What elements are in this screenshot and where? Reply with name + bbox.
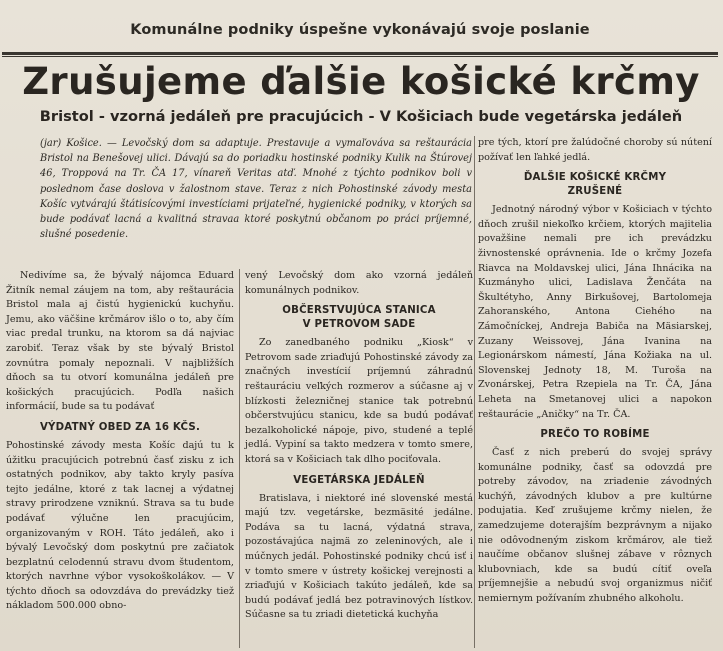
paragraph: pre tých, ktorí pre žalúdočné choroby sú nútení požívať len ľahké jedlá. bbox=[478, 137, 712, 163]
section-heading: VEGETÁRSKA JEDÁLEŇ bbox=[293, 474, 425, 486]
paragraph: Časť z nich preberú do svojej správy komunálne podniky, časť sa odovzdá pre potreby závodov, na zriadenie závodných kuchýň, závodných klubov a pre kultúrne podujatia. Keď zrušujeme krčmy nielen, že zamedzujeme doterajším bezprávnym a nijako nie odôvodneným ziskom krčmárov, ale tiež naučíme občanov slušnej zábave v rôznych klubovniach, kde sa budú cítiť oveľa príjemnejšie a nebudú svoj organizmus ničiť nemiernym požívaním zhubného alkoholu. bbox=[478, 447, 712, 605]
section-heading: PREČO TO ROBÍME bbox=[540, 429, 650, 441]
section-heading-line: ĎALŠIE KOŠICKÉ KRČMY bbox=[523, 172, 667, 184]
paragraph: Bratislava, i niektoré iné slovenské mestá majú tzv. vegetárske, bezmäsité jedálne. Podáva sa tu lacná, výdatná strava, pozostávajúca najmä zo zeleninových, ale i múčnych jedál. Pohostinské podniky chcú isť i v tomto smere v ústrety košickej verejnosti a zriaďujú v Košiciach takúto jedáleň, kde sa budú podávať jedlá bez potravinových lístkov. Súčasne sa tu zriadi dietetická kuchyňa bbox=[245, 492, 473, 621]
headline: Zrušujeme ďalšie košické krčmy bbox=[22, 60, 700, 103]
section-heading-line: OBČERSTVUJÚCA STANICA bbox=[282, 305, 436, 317]
paragraph: Pohostinské závody mesta Košíc dajú tu k úžitku pracujúcich potrebnú časť zisku z ich ostatných podnikov, aby takto kryly pasíva tejto jedálne, ktoré z tak lacnej a výdatnej stravy prirodzene vzniknú. Strava sa tu bude podávať výlučne len pracujúcim, organizovaným v ROH. Táto jedáleň, ako i bývalý Levočský dom poskytnú pre začiatok bezplatnú celodennú stravu dvom študentom, ktorých navrhne výbor vysokoškolákov. — V týchto dňoch sa odovzdáva do prevádzky tiež nákladom 500.000 obno- bbox=[6, 439, 234, 612]
section-heading bbox=[245, 304, 473, 332]
paragraph: Zo zanedbaného podniku „Kiosk“ v Petrovom sade zriaďujú Pohostinské závody za značných investícií príjemnú záhradnú reštauráciu veľkých rozmerov a súčasne aj v blízkosti železničnej stanice tak potrebnú občerstvujúcu stanicu, kde sa budú podávať bezalkoholické nápoje, pivo, studené a teplé jedlá. Vypiní sa takto medzera v tomto smere, ktorá sa v Košiciach tak dlho pociťovala. bbox=[245, 337, 473, 465]
kicker-line: Komunálne podniky úspešne vykonávajú svoje poslanie bbox=[130, 22, 590, 38]
column-divider-right bbox=[474, 136, 475, 648]
column-divider-mid bbox=[239, 269, 240, 648]
section-heading: VÝDATNÝ OBED ZA 16 KČS. bbox=[39, 421, 201, 433]
paragraph: Nedivíme sa, že bývalý nájomca Eduard Žitník nemal záujem na tom, aby reštaurácia Bristol mala aj čistú hygienickú kuchyňu. Jemu, ako väčšine krčmárov išlo o to, aby čím viac predal trunku, na ktorom sa dá najviac zarobiť. Teraz však by ste bývalý Bristol zovnútra pomaly nepoznali. V najbližších dňoch sa tu otvorí komunálna jedáleň pre košických pracujúcich. Podľa našich informácií, bude sa tu podávať bbox=[6, 270, 234, 413]
paragraph: Jednotný národný výbor v Košiciach v týchto dňoch zrušil niekoľko krčiem, ktorých majitelia považšine nemali pre ich prevádzku živnostenské oprávnenia. Ide o krčmy Jozefa Riavca na Moldavskej ulici, Jána Ihnácika na Kuzmányho ulici, Ladislava Ženčáta na Škultétyho, Anny Birkušovej, Bartolomeja Zahoranského, Antona Ciehého na Zámočníckej, Andreja Babiča na Mäsiarskej, Zuzany Weissovej, Jána Ivanina na Legionárskom námestí, Jána Kožiaka na ul. Slovenskej Jednoty 18, M. Turoša na Zvonárskej, Petra Rzepiela na Tr. ČA, Jána Leheta na Smetanovej ulici a napokon reštaurácie „Aničky“ na Tr. ČA. bbox=[478, 204, 712, 420]
kicker-rule bbox=[2, 52, 718, 55]
lead-paragraph: (jar) Košice. — Levočský dom sa adaptuje. Prestavuje a vymaľováva sa reštaurácia Bristol na Benešovej ulici. Dávajú sa do poriadku hostinské podniky Kulik na Štúrovej 46, Troppová na Tr. ČA 17, vínareň Veritas atď. Mnohé z týchto podnikov boli v poslednom čase doslova v žalostnom stave. Teraz z nich Pohostinské závody mesta Košíc vytvárajú štátisícovými investíciami prijateľné, hygienické podniky, v ktorých sa bude podávať lacná a kvalitná stravaa ktoré poskytnú občanom po práci príjemné, slušné posedenie. bbox=[40, 138, 472, 241]
article-column-middle bbox=[245, 269, 473, 623]
paragraph: vený Levočský dom ako vzorná jedáleň komunálnych podnikov. bbox=[245, 270, 473, 296]
subheadline: Bristol - vzorná jedáleň pre pracujúcich - V Košiciach bude vegetárska jedáleň bbox=[39, 108, 683, 125]
section-heading bbox=[478, 171, 712, 199]
article-column-right bbox=[478, 136, 712, 607]
section-heading-line: ZRUŠENÉ bbox=[567, 186, 623, 198]
section-heading-line: V PETROVOM SADE bbox=[302, 319, 416, 331]
article-column-left bbox=[6, 269, 234, 614]
